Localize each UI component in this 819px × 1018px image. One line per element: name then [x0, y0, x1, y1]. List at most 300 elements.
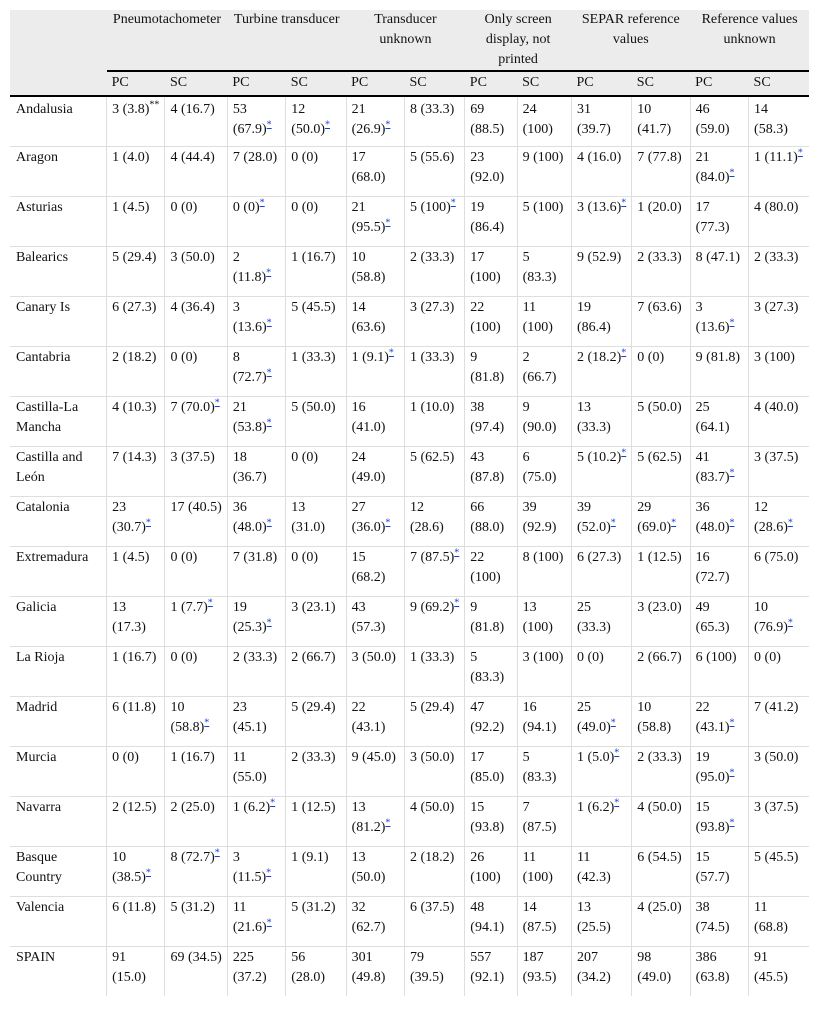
- table-cell: [690, 646, 748, 696]
- table-cell: [286, 796, 346, 846]
- significance-footnote-link[interactable]: *: [729, 716, 735, 728]
- region-name: Castilla-La Mancha: [10, 396, 107, 446]
- table-cell: [571, 796, 631, 846]
- cell-value: 43 (57.3): [351, 599, 386, 635]
- table-row: [10, 296, 809, 346]
- table-cell: [749, 946, 809, 996]
- table-cell: [571, 546, 631, 596]
- sub-header-pc: PC: [465, 71, 517, 96]
- table-cell: [404, 846, 464, 896]
- table-row: [10, 346, 809, 396]
- significance-footnote-link[interactable]: *: [266, 316, 272, 328]
- table-cell: [465, 96, 517, 146]
- cell-value: 2 (33.3): [409, 249, 455, 265]
- table-cell: [107, 896, 165, 946]
- significance-footnote-link[interactable]: *: [270, 796, 276, 808]
- table-cell: [465, 896, 517, 946]
- cell-value: 1 (20.0): [637, 199, 682, 215]
- cell-value: 5 (62.5): [409, 449, 455, 465]
- cell-value: 17 (100): [470, 249, 501, 285]
- significance-footnote-link[interactable]: *: [385, 119, 391, 131]
- cell-value: 6 (11.8): [112, 899, 156, 915]
- significance-footnote-link[interactable]: *: [266, 416, 272, 428]
- cell-value: 4 (10.3): [112, 399, 157, 415]
- table-cell: [465, 396, 517, 446]
- cell-value: 38 (97.4): [470, 399, 505, 435]
- table-cell: [571, 746, 631, 796]
- cell-value: 3 (37.5): [754, 449, 799, 465]
- table-cell: [227, 596, 285, 646]
- cell-value: 10 (38.5): [112, 849, 146, 885]
- significance-footnote-link[interactable]: *: [214, 846, 220, 858]
- sub-header-pc: PC: [571, 71, 631, 96]
- significance-footnote-link[interactable]: *: [614, 796, 620, 808]
- cell-value: 2 (33.3): [637, 249, 682, 265]
- significance-footnote-link[interactable]: *: [729, 516, 735, 528]
- table-cell: [404, 396, 464, 446]
- cell-value: 7 (28.0): [232, 149, 278, 165]
- table-cell: [690, 246, 748, 296]
- cell-value: 6 (54.5): [637, 849, 682, 865]
- table-cell: [286, 646, 346, 696]
- table-cell: [165, 546, 227, 596]
- table-cell: [227, 446, 285, 496]
- cell-value: 91 (15.0): [112, 949, 146, 985]
- table-cell: [571, 696, 631, 746]
- cell-value: 4 (50.0): [637, 799, 682, 815]
- cell-value: 10 (76.9): [754, 599, 788, 635]
- table-cell: [107, 396, 165, 446]
- cell-value: 2 (11.8): [232, 249, 267, 285]
- cell-value: 4 (50.0): [409, 799, 455, 815]
- cell-value: 4 (44.4): [170, 149, 215, 165]
- cell-value: 4 (36.4): [170, 299, 215, 315]
- cell-value: 2 (66.7): [637, 649, 682, 665]
- significance-footnote-link[interactable]: *: [266, 616, 272, 628]
- cell-value: 5 (45.5): [291, 299, 336, 315]
- table-cell: [404, 896, 464, 946]
- cell-value: 1 (33.3): [409, 649, 455, 665]
- cell-value: 301 (49.8): [351, 949, 386, 985]
- cell-value: 46 (59.0): [695, 102, 730, 137]
- table-cell: [165, 146, 227, 196]
- cell-value: 18 (36.7): [232, 449, 267, 485]
- cell-value: 23 (45.1): [232, 699, 267, 735]
- cell-value: 9 (45.0): [351, 749, 396, 765]
- table-cell: [517, 396, 571, 446]
- sub-header-sc: SC: [517, 71, 571, 96]
- cell-value: 1 (16.7): [170, 749, 215, 765]
- cell-value: 17 (68.0): [351, 149, 386, 185]
- region-name: Canary Is: [10, 296, 107, 346]
- cell-value: 66 (88.0): [470, 499, 505, 535]
- significance-footnote-link[interactable]: *: [614, 746, 620, 758]
- table-cell: [107, 646, 165, 696]
- table-cell: [632, 146, 690, 196]
- cell-value: 19 (86.4): [576, 299, 611, 335]
- table-cell: [749, 896, 809, 946]
- table-cell: [690, 96, 748, 146]
- significance-footnote-link[interactable]: *: [266, 266, 272, 278]
- table-row: [10, 246, 809, 296]
- table-cell: [227, 746, 285, 796]
- table-cell: [517, 446, 571, 496]
- cell-value: 13 (31.0): [291, 499, 326, 535]
- table-cell: [404, 246, 464, 296]
- table-cell: [465, 196, 517, 246]
- cell-value: 11 (42.3): [576, 849, 611, 885]
- significance-footnote-link[interactable]: *: [729, 816, 735, 828]
- table-cell: [227, 196, 285, 246]
- significance-footnote-link[interactable]: *: [325, 119, 331, 131]
- significance-footnote-link[interactable]: *: [621, 446, 627, 458]
- table-cell: [227, 96, 285, 146]
- cell-value: 1 (16.7): [291, 249, 336, 265]
- table-cell: [517, 346, 571, 396]
- significance-footnote-link[interactable]: *: [454, 596, 460, 608]
- table-cell: [227, 346, 285, 396]
- cell-value: 0 (0): [232, 199, 260, 215]
- table-cell: [517, 646, 571, 696]
- cell-value: 19 (86.4): [470, 199, 505, 235]
- sub-header-sc: SC: [632, 71, 690, 96]
- table-cell: [107, 796, 165, 846]
- cell-value: 1 (4.0): [112, 149, 150, 165]
- table-cell: [571, 646, 631, 696]
- cell-value: 1 (6.2): [232, 799, 271, 815]
- region-name: Andalusia: [10, 96, 107, 146]
- cell-value: 9 (52.9): [576, 249, 622, 265]
- table-cell: [227, 246, 285, 296]
- table-cell: [690, 446, 748, 496]
- table-cell: [346, 646, 404, 696]
- cell-value: 7 (70.0): [170, 399, 215, 415]
- table-cell: [404, 96, 464, 146]
- significance-footnote-link[interactable]: *: [266, 119, 272, 131]
- cell-value: 7 (77.8): [637, 149, 682, 165]
- table-cell: [571, 196, 631, 246]
- table-cell: [749, 596, 809, 646]
- table-row: [10, 196, 809, 246]
- table-row: [10, 896, 809, 946]
- table-cell: [165, 796, 227, 846]
- table-cell: [404, 496, 464, 546]
- significance-footnote-link[interactable]: *: [621, 346, 627, 358]
- table-cell: [465, 696, 517, 746]
- cell-value: 25 (49.0): [576, 699, 611, 735]
- table-cell: [517, 496, 571, 546]
- cell-value: 12 (28.6): [409, 499, 444, 535]
- cell-value: 2 (66.7): [522, 349, 557, 385]
- cell-value: 0 (0): [170, 649, 198, 665]
- cell-value: 53 (67.9): [232, 102, 267, 137]
- region-name: Aragon: [10, 146, 107, 196]
- cell-value: 11 (55.0): [232, 749, 267, 785]
- cell-value: 25 (33.3): [576, 599, 611, 635]
- table-cell: [571, 246, 631, 296]
- table-cell: [107, 246, 165, 296]
- cell-value: 9 (81.8): [470, 599, 505, 635]
- table-cell: [404, 446, 464, 496]
- cell-value: 3 (37.5): [170, 449, 215, 465]
- cell-value: 3 (23.0): [637, 599, 682, 615]
- significance-footnote-link[interactable]: *: [729, 166, 735, 178]
- cell-value: 19 (25.3): [232, 599, 267, 635]
- significance-footnote-link[interactable]: *: [610, 716, 616, 728]
- table-cell: [690, 746, 748, 796]
- region-name: Navarra: [10, 796, 107, 846]
- significance-footnote-link[interactable]: *: [729, 316, 735, 328]
- significance-footnote-link[interactable]: *: [787, 616, 793, 628]
- table-cell: [227, 396, 285, 446]
- cell-value: 10 (58.8): [637, 699, 672, 735]
- sub-header-pc: PC: [227, 71, 285, 96]
- table-cell: [465, 596, 517, 646]
- cell-value: 5 (83.3): [522, 249, 557, 285]
- cell-value: 79 (39.5): [409, 949, 444, 985]
- table-cell: [571, 896, 631, 946]
- cell-value: 3 (27.3): [754, 299, 799, 315]
- cell-value: 1 (12.5): [637, 549, 682, 565]
- cell-value: 5 (50.0): [637, 399, 682, 415]
- cell-value: 69 (34.5): [170, 949, 222, 965]
- cell-value: 49 (65.3): [695, 599, 730, 635]
- cell-value: 2 (66.7): [291, 649, 336, 665]
- table-cell: [465, 346, 517, 396]
- table-cell: [107, 346, 165, 396]
- cell-value: 32 (62.7): [351, 899, 386, 935]
- cell-value: 11 (21.6): [232, 899, 267, 935]
- cell-value: 1 (6.2): [576, 799, 615, 815]
- cell-value: 22 (43.1): [695, 699, 730, 735]
- cell-value: 56 (28.0): [291, 949, 326, 985]
- table-cell: [632, 296, 690, 346]
- table-cell: [749, 796, 809, 846]
- table-cell: [107, 596, 165, 646]
- significance-footnote-link[interactable]: *: [388, 346, 394, 358]
- cell-value: 47 (92.2): [470, 699, 505, 735]
- region-name: Cantabria: [10, 346, 107, 396]
- significance-footnote-link[interactable]: *: [214, 396, 220, 408]
- cell-value: 10 (58.8): [351, 249, 386, 285]
- table-cell: [571, 296, 631, 346]
- cell-value: 26 (100): [470, 849, 501, 885]
- cell-value: 4 (40.0): [754, 399, 799, 415]
- significance-footnote-link[interactable]: *: [266, 516, 272, 528]
- cell-value: 6 (75.0): [754, 549, 799, 565]
- cell-value: 1 (5.0): [576, 749, 615, 765]
- cell-value: 22 (43.1): [351, 699, 386, 735]
- cell-value: 1 (10.0): [409, 399, 455, 415]
- significance-footnote-link[interactable]: *: [450, 196, 456, 208]
- cell-value: 8 (72.7): [232, 349, 267, 385]
- cell-value: 5 (55.6): [409, 149, 455, 165]
- region-name: Murcia: [10, 746, 107, 796]
- table-cell: [165, 746, 227, 796]
- sub-header-sc: SC: [165, 71, 227, 96]
- table-cell: [107, 546, 165, 596]
- sub-header-sc: SC: [286, 71, 346, 96]
- table-cell: [749, 696, 809, 746]
- table-cell: [404, 196, 464, 246]
- cell-value: 2 (18.2): [112, 349, 157, 365]
- cell-value: 6 (27.3): [576, 549, 622, 565]
- table-cell: [286, 896, 346, 946]
- region-name: Castilla and León: [10, 446, 107, 496]
- significance-footnote-link[interactable]: *: [797, 146, 803, 158]
- sub-header-sc: SC: [749, 71, 809, 96]
- cell-value: 0 (0): [754, 649, 781, 665]
- cell-value: 9 (90.0): [522, 399, 557, 435]
- cell-value: 225 (37.2): [232, 949, 267, 985]
- cell-value: 4 (80.0): [754, 199, 799, 215]
- region-name: Balearics: [10, 246, 107, 296]
- cell-value: 5 (100): [409, 199, 451, 215]
- cell-value: 5 (100): [522, 199, 564, 215]
- table-cell: [517, 746, 571, 796]
- table-cell: [346, 246, 404, 296]
- significance-footnote-link[interactable]: *: [610, 516, 616, 528]
- table-cell: [517, 796, 571, 846]
- table-cell: [165, 846, 227, 896]
- significance-footnote-link[interactable]: *: [266, 866, 272, 878]
- significance-footnote-link[interactable]: *: [454, 546, 460, 558]
- significance-footnote-link[interactable]: *: [385, 516, 391, 528]
- cell-value: 7 (14.3): [112, 449, 157, 465]
- table-cell: [465, 546, 517, 596]
- cell-value: 8 (72.7): [170, 849, 215, 865]
- table-cell: [517, 896, 571, 946]
- table-cell: [571, 346, 631, 396]
- cell-value: 5 (31.2): [170, 899, 215, 915]
- sub-header-pc: PC: [346, 71, 404, 96]
- table-cell: [571, 846, 631, 896]
- cell-value: 386 (63.8): [695, 949, 730, 985]
- table-cell: [107, 696, 165, 746]
- table-cell: [346, 296, 404, 346]
- significance-footnote-link[interactable]: *: [204, 716, 210, 728]
- significance-footnote-link[interactable]: *: [729, 766, 735, 778]
- table-cell: [465, 146, 517, 196]
- significance-footnote-link[interactable]: *: [145, 866, 151, 878]
- table-cell: [465, 646, 517, 696]
- table-cell: [227, 696, 285, 746]
- cell-value: 3 (37.5): [754, 799, 799, 815]
- cell-value: 91 (45.5): [754, 949, 788, 985]
- cell-value: 17 (40.5): [170, 499, 222, 515]
- significance-footnote-link[interactable]: *: [671, 516, 677, 528]
- significance-footnote-link[interactable]: *: [266, 916, 272, 928]
- table-cell: [107, 946, 165, 996]
- table-cell: [227, 146, 285, 196]
- table-cell: [632, 346, 690, 396]
- group-header: SEPAR reference values: [571, 10, 690, 71]
- cell-value: 13 (25.5): [576, 899, 611, 935]
- table-cell: [690, 696, 748, 746]
- cell-value: 3 (50.0): [351, 649, 396, 665]
- significance-footnote-link[interactable]: *: [729, 466, 735, 478]
- table-cell: [690, 196, 748, 246]
- table-cell: [632, 896, 690, 946]
- cell-value: 3 (11.5): [232, 849, 267, 885]
- table-cell: [404, 796, 464, 846]
- table-cell: [165, 696, 227, 746]
- data-table: [10, 10, 809, 996]
- cell-value: 557 (92.1): [470, 949, 505, 985]
- cell-value: 3 (100): [522, 649, 564, 665]
- table-cell: [107, 96, 165, 146]
- significance-footnote-link[interactable]: *: [787, 516, 793, 528]
- table-cell: [465, 246, 517, 296]
- table-cell: [346, 396, 404, 446]
- sub-header-pc: PC: [107, 71, 165, 96]
- table-cell: [107, 746, 165, 796]
- significance-footnote-link[interactable]: *: [266, 366, 272, 378]
- table-cell: [632, 196, 690, 246]
- group-header: Turbine transducer: [227, 10, 346, 71]
- group-header-row: [10, 10, 809, 71]
- table-cell: [404, 746, 464, 796]
- significance-footnote-link[interactable]: *: [621, 196, 627, 208]
- region-name: Madrid: [10, 696, 107, 746]
- table-cell: [517, 296, 571, 346]
- table-cell: [286, 246, 346, 296]
- cell-value: 39 (52.0): [576, 499, 611, 535]
- significance-footnote-link[interactable]: *: [259, 196, 265, 208]
- table-cell: [107, 146, 165, 196]
- cell-value: 0 (0): [291, 149, 319, 165]
- table-cell: [346, 146, 404, 196]
- cell-value: 19 (95.0): [695, 749, 730, 785]
- cell-value: 0 (0): [112, 749, 139, 765]
- table-cell: [165, 396, 227, 446]
- cell-value: 6 (27.3): [112, 299, 157, 315]
- significance-footnote-link[interactable]: *: [145, 516, 151, 528]
- cell-value: 3 (13.6): [232, 299, 267, 335]
- table-cell: [404, 596, 464, 646]
- table-cell: [227, 646, 285, 696]
- significance-footnote-link[interactable]: *: [385, 216, 391, 228]
- cell-value: 8 (47.1): [695, 249, 740, 265]
- table-cell: [517, 546, 571, 596]
- table-cell: [346, 96, 404, 146]
- cell-value: 7 (41.2): [754, 699, 799, 715]
- corner-cell: [10, 71, 107, 96]
- table-cell: [346, 846, 404, 896]
- significance-footnote-link[interactable]: *: [207, 596, 213, 608]
- cell-value: 13 (81.2): [351, 799, 386, 835]
- cell-value: 14 (58.3): [754, 102, 788, 137]
- cell-value: 2 (18.2): [576, 349, 622, 365]
- cell-value: 15 (68.2): [351, 549, 386, 585]
- cell-value: 25 (64.1): [695, 399, 730, 435]
- table-cell: [286, 146, 346, 196]
- table-cell: [286, 346, 346, 396]
- cell-value: 15 (57.7): [695, 849, 730, 885]
- cell-value: 48 (94.1): [470, 899, 505, 935]
- cell-value: 7 (87.5): [522, 799, 557, 835]
- cell-value: 207 (34.2): [576, 949, 611, 985]
- table-row: [10, 746, 809, 796]
- cell-value: 1 (11.1): [754, 149, 798, 165]
- cell-value: 5 (83.3): [470, 649, 505, 685]
- table-cell: [632, 546, 690, 596]
- significance-footnote-link[interactable]: *: [385, 816, 391, 828]
- cell-value: 0 (0): [637, 349, 665, 365]
- table-cell: [286, 96, 346, 146]
- cell-value: 17 (77.3): [695, 199, 730, 235]
- cell-value: 27 (36.0): [351, 499, 386, 535]
